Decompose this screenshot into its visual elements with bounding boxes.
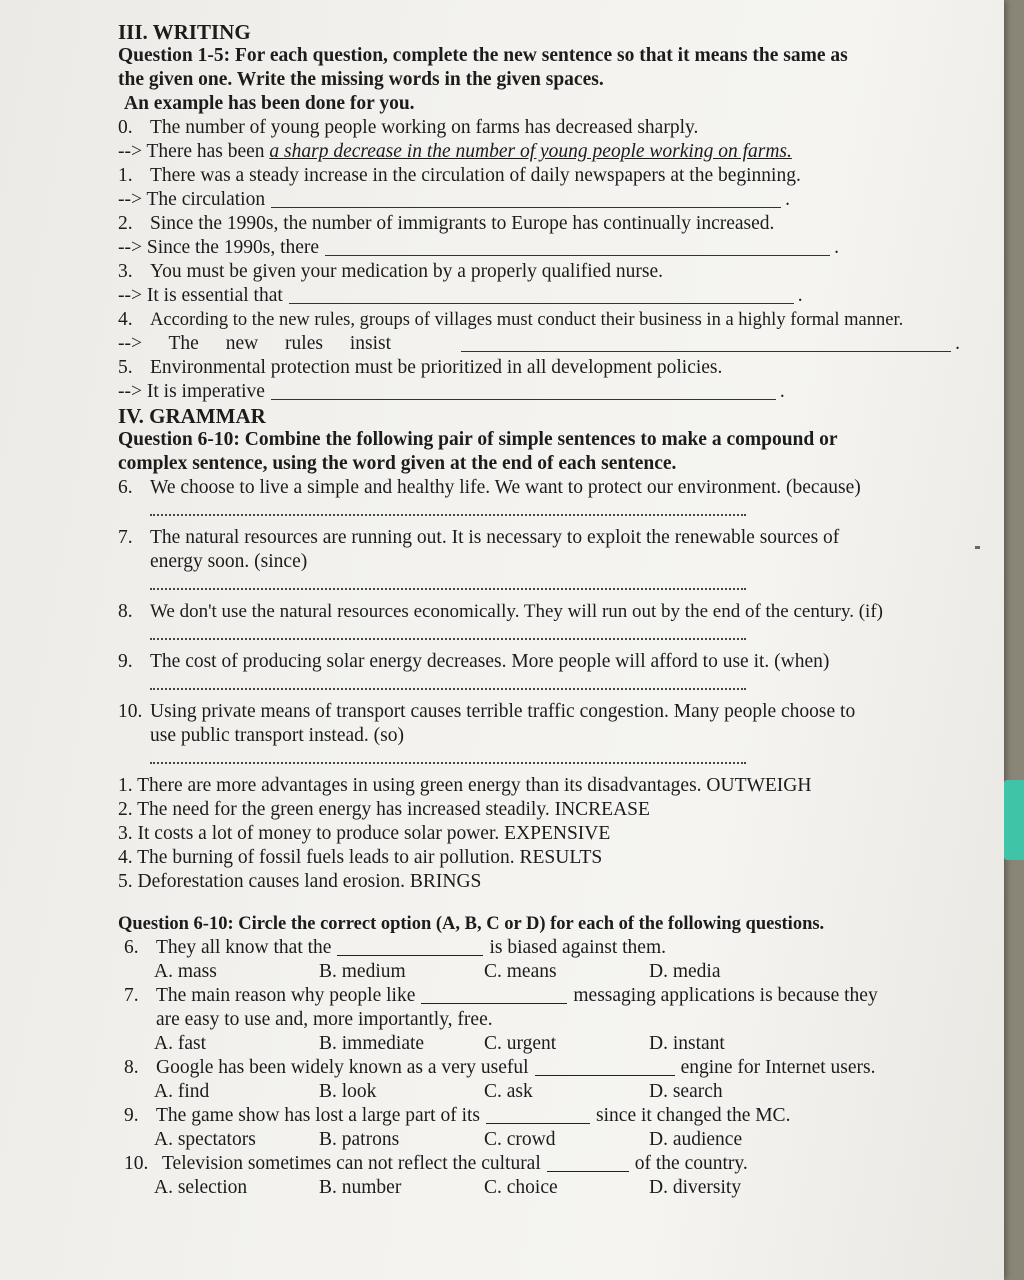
- item-number: 9.: [118, 651, 133, 672]
- item-prompt: --> The circulation: [118, 189, 266, 210]
- mc-stem-after: messaging applications is because they: [573, 985, 878, 1006]
- item-number: 9.: [124, 1105, 139, 1126]
- mc-option[interactable]: C. choice: [484, 1177, 558, 1198]
- mc-stem-before: They all know that the: [156, 937, 332, 958]
- mc-option[interactable]: A. fast: [154, 1033, 206, 1054]
- answer-dotted-line[interactable]: [150, 624, 746, 640]
- grammar-instruction-1: Question 6-10: Combine the following pair of simple sentences to make a compound or: [118, 429, 838, 450]
- item-sentence: Environmental protection must be prioritized in all development policies.: [150, 357, 723, 378]
- answer-dotted-line[interactable]: [150, 748, 746, 764]
- writing-answer-line-1: [118, 188, 960, 212]
- mc-option[interactable]: B. immediate: [319, 1033, 425, 1054]
- writing-item-3: [118, 260, 960, 284]
- item-number: 2.: [118, 213, 133, 234]
- mc-stem-after: is biased against them.: [489, 937, 667, 958]
- mc-options-6: [118, 960, 960, 984]
- mc-options-9: [118, 1128, 960, 1152]
- mc-options-10: [118, 1176, 960, 1200]
- answer-blank[interactable]: [325, 245, 830, 256]
- rewrite-item: 2. The need for the green energy has increased steadily. INCREASE: [118, 799, 650, 820]
- item-sentence: The number of young people working on farms has decreased sharply.: [150, 117, 699, 138]
- mc-stem-before: The main reason why people like: [156, 985, 416, 1006]
- mc-blank[interactable]: [421, 993, 567, 1004]
- item-sentence: The natural resources are running out. It is necessary to exploit the renewable sources of: [150, 527, 840, 548]
- item-sentence: You must be given your medication by a properly qualified nurse.: [150, 261, 664, 282]
- mc-option[interactable]: D. diversity: [649, 1177, 742, 1198]
- writing-answer-line-4: [118, 332, 960, 356]
- mc-stem-after: engine for Internet users.: [680, 1057, 876, 1078]
- mc-option[interactable]: C. ask: [484, 1081, 533, 1102]
- writing-item-5: [118, 356, 960, 380]
- combine-item-9: [118, 650, 960, 674]
- writing-answer-line-2: [118, 236, 960, 260]
- item-prompt: --> It is essential that: [118, 285, 283, 306]
- item-sentence: The cost of producing solar energy decreases. More people will afford to use it. (when): [150, 651, 830, 672]
- sentence-end: .: [955, 333, 960, 354]
- item-sentence-cont: use public transport instead. (so): [150, 725, 404, 746]
- item-sentence: Since the 1990s, the number of immigrants to Europe has continually increased.: [150, 213, 775, 234]
- answer-blank[interactable]: [271, 389, 776, 400]
- mc-option[interactable]: C. means: [484, 961, 557, 982]
- mc-option[interactable]: A. spectators: [154, 1129, 256, 1150]
- item-number: 0.: [118, 117, 133, 138]
- item-number: 10.: [124, 1153, 149, 1174]
- item-sentence: According to the new rules, groups of villages must conduct their business in a highly formal manner.: [150, 310, 904, 330]
- item-number: 7.: [124, 985, 139, 1006]
- mc-option[interactable]: B. number: [319, 1177, 402, 1198]
- mc-stem-after: of the country.: [634, 1153, 748, 1174]
- mc-item-8: [118, 1056, 960, 1080]
- item-number: 5.: [118, 357, 133, 378]
- mc-option[interactable]: B. look: [319, 1081, 377, 1102]
- mc-options-7: [118, 1032, 960, 1056]
- mc-item-6: [118, 936, 960, 960]
- writing-item-4: [118, 308, 960, 332]
- section-grammar-title: IV. GRAMMAR: [118, 404, 266, 428]
- combine-item-8: [118, 600, 960, 624]
- mc-blank[interactable]: [535, 1065, 675, 1076]
- rewrite-item: 5. Deforestation causes land erosion. BRINGS: [118, 871, 482, 892]
- mc-option[interactable]: D. audience: [649, 1129, 743, 1150]
- combine-item-7: [118, 526, 960, 550]
- writing-item-1: [118, 164, 960, 188]
- item-sentence-cont: energy soon. (since): [150, 551, 308, 572]
- item-number: 8.: [124, 1057, 139, 1078]
- mc-instruction: Question 6-10: Circle the correct option (A, B, C or D) for each of the following questions.: [118, 914, 825, 934]
- writing-item-2: [118, 212, 960, 236]
- mc-option[interactable]: A. mass: [154, 961, 217, 982]
- mc-option[interactable]: B. medium: [319, 961, 406, 982]
- item-prompt: --> There has been: [118, 141, 265, 162]
- item-sentence: Using private means of transport causes terrible traffic congestion. Many people choose to: [150, 701, 856, 722]
- sentence-end: .: [797, 285, 803, 306]
- mc-option[interactable]: D. search: [649, 1081, 723, 1102]
- mc-option[interactable]: C. urgent: [484, 1033, 557, 1054]
- writing-answer-line-3: [118, 284, 960, 308]
- answer-blank[interactable]: [461, 341, 951, 352]
- item-number: 7.: [118, 527, 133, 548]
- item-number: 10.: [118, 701, 143, 722]
- writing-item-0: [118, 116, 960, 140]
- example-note: An example has been done for you.: [124, 93, 415, 114]
- mc-blank[interactable]: [547, 1161, 629, 1172]
- mc-blank[interactable]: [486, 1113, 590, 1124]
- mc-option[interactable]: A. find: [154, 1081, 210, 1102]
- mc-stem-before: Google has been widely known as a very useful: [156, 1057, 529, 1078]
- mc-option[interactable]: D. instant: [649, 1033, 725, 1054]
- sentence-end: .: [779, 381, 785, 402]
- item-sentence: There was a steady increase in the circulation of daily newspapers at the beginning.: [150, 165, 801, 186]
- spacer: [118, 894, 960, 912]
- answer-blank[interactable]: [271, 197, 781, 208]
- mc-stem-before: Television sometimes can not reflect the cultural: [162, 1153, 541, 1174]
- mc-item-7: [118, 984, 960, 1008]
- answer-blank[interactable]: [289, 293, 794, 304]
- paper-mark: [975, 546, 980, 549]
- rewrite-item: 3. It costs a lot of money to produce solar power. EXPENSIVE: [118, 823, 611, 844]
- section-writing-title: III. WRITING: [118, 20, 251, 44]
- writing-instruction-1: Question 1-5: For each question, complete the new sentence so that it means the same as: [118, 45, 848, 66]
- answer-dotted-line[interactable]: [150, 574, 746, 590]
- mc-option[interactable]: C. crowd: [484, 1129, 556, 1150]
- item-sentence: We choose to live a simple and healthy life. We want to protect our environment. (because): [150, 477, 861, 498]
- mc-option[interactable]: B. patrons: [319, 1129, 400, 1150]
- combine-item-10: [118, 700, 960, 724]
- answer-dotted-line[interactable]: [150, 674, 746, 690]
- item-number: 8.: [118, 601, 133, 622]
- item-number: 3.: [118, 261, 133, 282]
- worksheet-content: [118, 20, 960, 1200]
- item-number: 6.: [124, 937, 139, 958]
- rewrite-item: 4. The burning of fossil fuels leads to air pollution. RESULTS: [118, 847, 603, 868]
- answer-dotted-line[interactable]: [150, 500, 746, 516]
- item-prompt: --> It is imperative: [118, 381, 265, 402]
- mc-option[interactable]: A. selection: [154, 1177, 248, 1198]
- sentence-end: .: [834, 237, 839, 258]
- example-answer: a sharp decrease in the number of young people working on farms.: [269, 141, 792, 162]
- item-number: 4.: [118, 309, 133, 330]
- item-number: 1.: [118, 165, 133, 186]
- combine-item-6: [118, 476, 960, 500]
- mc-item-9: [118, 1104, 960, 1128]
- item-number: 6.: [118, 477, 133, 498]
- mc-blank[interactable]: [337, 945, 483, 956]
- mc-stem-cont: are easy to use and, more importantly, free.: [156, 1009, 493, 1030]
- mc-option[interactable]: D. media: [649, 961, 721, 982]
- mc-stem-before: The game show has lost a large part of its: [156, 1105, 481, 1126]
- mc-options-8: [118, 1080, 960, 1104]
- item-prompt: --> The new rules insist: [118, 333, 392, 354]
- mc-item-10: [118, 1152, 960, 1176]
- mc-stem-after: since it changed the MC.: [596, 1105, 791, 1126]
- writing-instruction-2: the given one. Write the missing words in the given spaces.: [118, 69, 604, 90]
- grammar-instruction-2: complex sentence, using the word given at the end of each sentence.: [118, 453, 677, 474]
- sentence-end: .: [785, 189, 790, 210]
- writing-example-answer: [118, 140, 960, 164]
- side-tab: [1004, 780, 1024, 860]
- item-prompt: --> Since the 1990s, there: [118, 237, 320, 258]
- writing-answer-line-5: [118, 380, 960, 404]
- item-sentence: We don't use the natural resources economically. They will run out by the end of the century. (if): [150, 601, 883, 622]
- rewrite-item: 1. There are more advantages in using green energy than its disadvantages. OUTWEIGH: [118, 775, 812, 796]
